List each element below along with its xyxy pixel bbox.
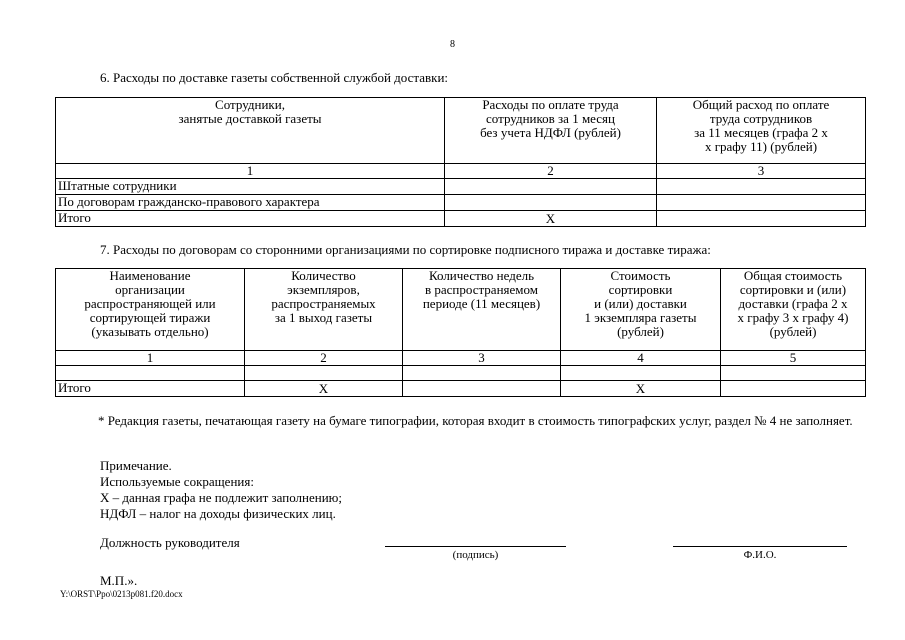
table-row [56,366,866,381]
s6-total-col2: Х [445,211,657,227]
signature-caption: (подпись) [452,549,499,561]
s7-row1-col1 [56,366,245,381]
name-caption: Ф.И.О. [743,549,777,561]
section6-number-row [56,164,866,179]
notes-abbr-title: Используемые сокращения: [100,474,254,489]
s6-total-col3 [657,211,866,227]
section6-header-row [56,98,866,164]
file-path: Y:\ORST\Ppo\0213p081.f20.docx [60,589,183,599]
s6-header-col3: Общий расход по оплате труда сотрудников за 11 месяцев (графа 2 х х графу 11) (рублей) [657,98,866,164]
s7-header-col2: Количество экземпляров, распространяемых за 1 выход газеты [245,269,403,351]
s7-total-col4: Х [561,381,721,397]
footnote: * Редакция газеты, печатающая газету на бумаге типографии, которая входит в стоимость типографских услуг, раздел № 4 не заполняет. [98,413,853,428]
section7-header-row [56,269,866,351]
s7-total-col5 [721,381,866,397]
s6-row1-col3 [657,179,866,195]
s7-row1-col3 [403,366,561,381]
s6-row1-label: Штатные сотрудники [56,179,445,195]
s6-row2-label: По договорам гражданско-правового характера [56,195,445,211]
stamp-label: М.П.». [100,573,138,588]
table-row [56,211,866,227]
s6-header-col1: Сотрудники, занятые доставкой газеты [56,98,445,164]
section6-table [55,97,866,227]
notes-item: Х – данная графа не подлежит заполнению; [100,490,343,505]
table-row [56,179,866,195]
section7-table [55,268,866,397]
s7-row1-col4 [561,366,721,381]
section6-title: 6. Расходы по доставке газеты собственной службой доставки: [100,70,449,85]
s7-colnum-5: 5 [721,351,866,366]
s6-colnum-1: 1 [56,164,445,179]
position-label: Должность руководителя [100,535,240,550]
s7-header-col5: Общая стоимость сортировки и (или) доставки (графа 2 х х графу 3 х графу 4) (рублей) [721,269,866,351]
s7-row1-col5 [721,366,866,381]
notes-block [100,458,600,522]
notes-title: Примечание. [100,458,172,473]
s7-total-label: Итого [56,381,245,397]
name-line [673,546,847,547]
s6-row2-col2 [445,195,657,211]
s7-row1-col2 [245,366,403,381]
s7-header-col4: Стоимость сортировки и (или) доставки 1 экземпляра газеты (рублей) [561,269,721,351]
s7-header-col1: Наименование организации распространяющей или сортирующей тиражи (указывать отдельно) [56,269,245,351]
s6-row2-col3 [657,195,866,211]
s7-colnum-2: 2 [245,351,403,366]
notes-item: НДФЛ – налог на доходы физических лиц. [100,506,336,521]
s6-colnum-3: 3 [657,164,866,179]
signature-line [385,546,566,547]
table-row [56,381,866,397]
s7-header-col3: Количество недель в распространяемом периоде (11 месяцев) [403,269,561,351]
s7-total-col2: Х [245,381,403,397]
section7-number-row [56,351,866,366]
s6-colnum-2: 2 [445,164,657,179]
s6-total-label: Итого [56,211,445,227]
section7-title: 7. Расходы по договорам со сторонними организациями по сортировке подписного тиража и доставке тиража: [100,242,711,257]
s7-total-col3 [403,381,561,397]
s6-header-col2: Расходы по оплате труда сотрудников за 1 месяц без учета НДФЛ (рублей) [445,98,657,164]
s6-row1-col2 [445,179,657,195]
s7-colnum-3: 3 [403,351,561,366]
table-row [56,195,866,211]
s7-colnum-1: 1 [56,351,245,366]
s7-colnum-4: 4 [561,351,721,366]
page-number: 8 [450,39,455,50]
